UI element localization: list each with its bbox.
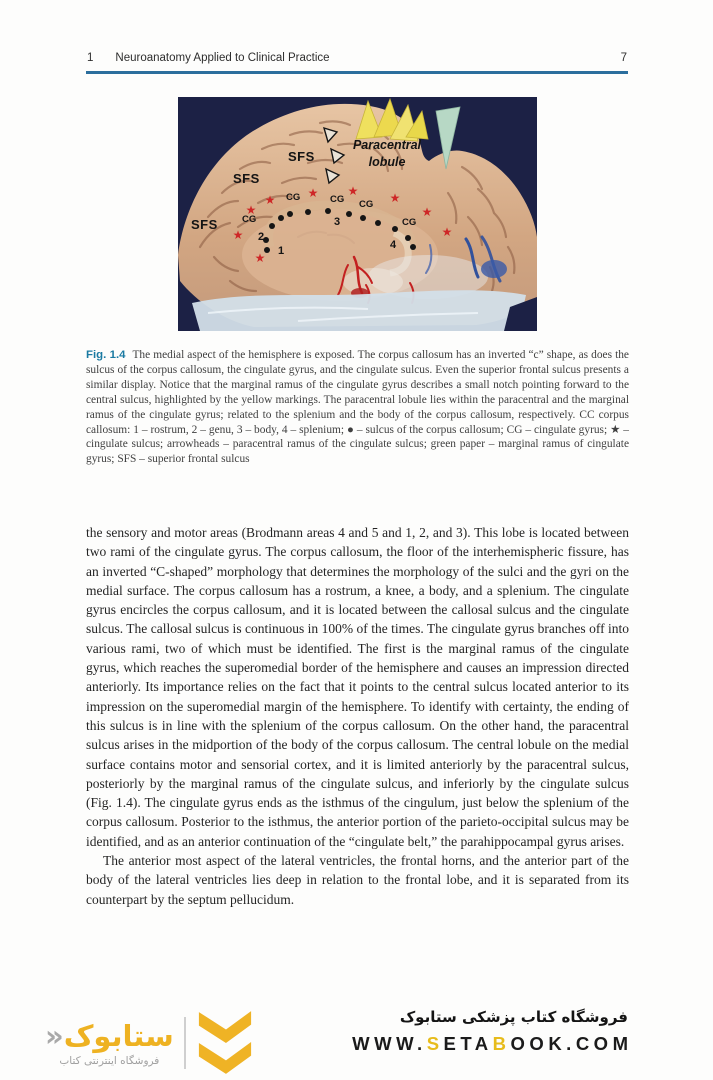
website-part-2: S [426, 1033, 444, 1054]
svg-text:★: ★ [347, 184, 359, 198]
figure-caption [86, 348, 629, 467]
footer-persian-title: فروشگاه کتاب پزشکی ستابوک [399, 1008, 628, 1026]
body-text [86, 523, 629, 909]
body-paragraph-1: the sensory and motor areas (Brodmann areas 4 and 5 and 1, 2, and 3). This lobe is located between two rami of the cingulate gyrus. The corpus callosum, the floor of the interhemispheric fissure, has an inverted “C-shaped” morphology that determines the morphology of the sulci and the gyri on the medial surface. The corpus callosum has a rostrum, a knee, a body, and a splenium. The cingulate gyrus encircles the corpus callosum, and it is located between the callosal sulcus and the cingulate sulcus. The callosal sulcus is continuous in 100% of the times. The cingulate gyrus branches off into various rami, two of which must be identified. The first is the marginal ramus of the cingulate gyrus, which reaches the superomedial border of the hemisphere and causes an impression directed anteriorly. Its importance relies on the fact that it points to the central sulcus located anterior to its impression on the superomedial margin of the hemisphere. To identify with certainty, the ending of this sulcus is in line with the splenium of the corpus callosum. On the other hand, the paracentral sulcus arises in the midportion of the body of the corpus callosum. The central lobule on the medial surface contains motor and sensorial cortex, and it is limited anteriorly by the paracentral sulcus, posteriorly by the marginal ramus of the cingulate sulcus, and inferiorly by the cingulate sulcus (Fig. 1.4). The cingulate gyrus ends as the isthmus of the cingulum, just below the splenium of the corpus callosum. Posterior to the isthmus, the anterior portion of the parieto-occipital sulcus may be identified, and as an anterior continuation of the “cingulate belt,” the parahippocampal gyrus arises. [86, 525, 629, 849]
logo-wordmark [45, 1020, 174, 1053]
figure-number-2: 2 [258, 231, 265, 243]
website-part-5: OOK.COM [510, 1033, 633, 1054]
page-header [87, 52, 627, 64]
brain-figure [178, 97, 537, 331]
svg-text:★: ★ [254, 251, 266, 265]
website-part-3: ETA [443, 1033, 493, 1054]
footer-website-url [352, 1033, 632, 1055]
figure-label-sfs-3: SFS [191, 217, 218, 232]
blue-vessel-blob [481, 260, 507, 278]
svg-text:★: ★ [245, 203, 257, 217]
running-head [87, 52, 330, 64]
logo-text-block [45, 1020, 174, 1067]
figure-number-4: 4 [390, 239, 397, 251]
figure-label-cg-1: CG [286, 192, 301, 203]
svg-text:★: ★ [441, 225, 453, 239]
chevron-emblem-icon [196, 1009, 254, 1077]
figure-caption-text: The medial aspect of the hemisphere is exposed. The corpus callosum has an inverted “c” shape, as does the sulcus of the corpus callosum, the cingulate gyrus, and the cingulate sulcus. Even the superior frontal sulcus presents a similar display. Notice that the marginal ramus of the cingulate gyrus describes a small notch pointing forward to the central sulcus, highlighted by the yellow markings. The paracentral lobule lies within the paracentral and the marginal ramus of the cingulate gyrus; related to the splenium and the body of the corpus callosum, respectively. CC corpus callosum: 1 – rostrum, 2 – genu, 3 – body, 4 – splenium; ● – sulcus of the corpus callosum; CG – cingulate gyrus; ★ – cingulate sulcus; arrowheads – paracentral ramus of the cingulate sulcus; green paper – marginal ramus of cingulate gyrus; SFS – superior frontal sulcus [86, 349, 629, 466]
svg-text:★: ★ [307, 186, 319, 200]
logo-tagline: فروشگاه اینترنتی کتاب [59, 1054, 160, 1067]
website-part-4: B [492, 1033, 511, 1054]
figure-caption-label: Fig. 1.4 [86, 349, 126, 361]
figure-label-paracentral-lobule: Paracentral lobule [352, 138, 422, 169]
svg-text:★: ★ [264, 193, 276, 207]
figure-label-cg-4: CG [242, 214, 257, 225]
website-part-1: WWW. [352, 1033, 427, 1054]
setabook-logo [45, 1007, 254, 1079]
svg-text:★: ★ [389, 191, 401, 205]
figure-label-cg-3: CG [359, 199, 374, 210]
figure-number-3: 3 [334, 216, 341, 228]
figure-label-sfs-1: SFS [288, 149, 315, 164]
figure-label-cg-2: CG [330, 194, 345, 205]
chapter-number: 1 [87, 52, 94, 64]
logo-chevron-glyph: « [45, 1018, 64, 1053]
svg-text:★: ★ [421, 205, 433, 219]
figure-label-sfs-2: SFS [233, 171, 260, 186]
brain-photo [178, 97, 537, 331]
figure-label-cg-5: CG [402, 217, 417, 228]
logo-divider [184, 1017, 186, 1069]
chapter-title: Neuroanatomy Applied to Clinical Practice [115, 52, 330, 64]
logo-wordmark-text: ستابوک [63, 1018, 174, 1053]
page-number: 7 [620, 52, 627, 64]
body-paragraph-2: The anterior most aspect of the lateral ventricles, the frontal horns, and the anterior part of the body of the lateral ventricles lies deep in relation to the frontal lobe, and it is separated from its counterpart by the septum pellucidum. [86, 853, 629, 907]
svg-text:★: ★ [232, 228, 244, 242]
figure-number-1: 1 [278, 245, 285, 257]
header-rule [86, 71, 628, 74]
footer-right-block [352, 1008, 633, 1055]
